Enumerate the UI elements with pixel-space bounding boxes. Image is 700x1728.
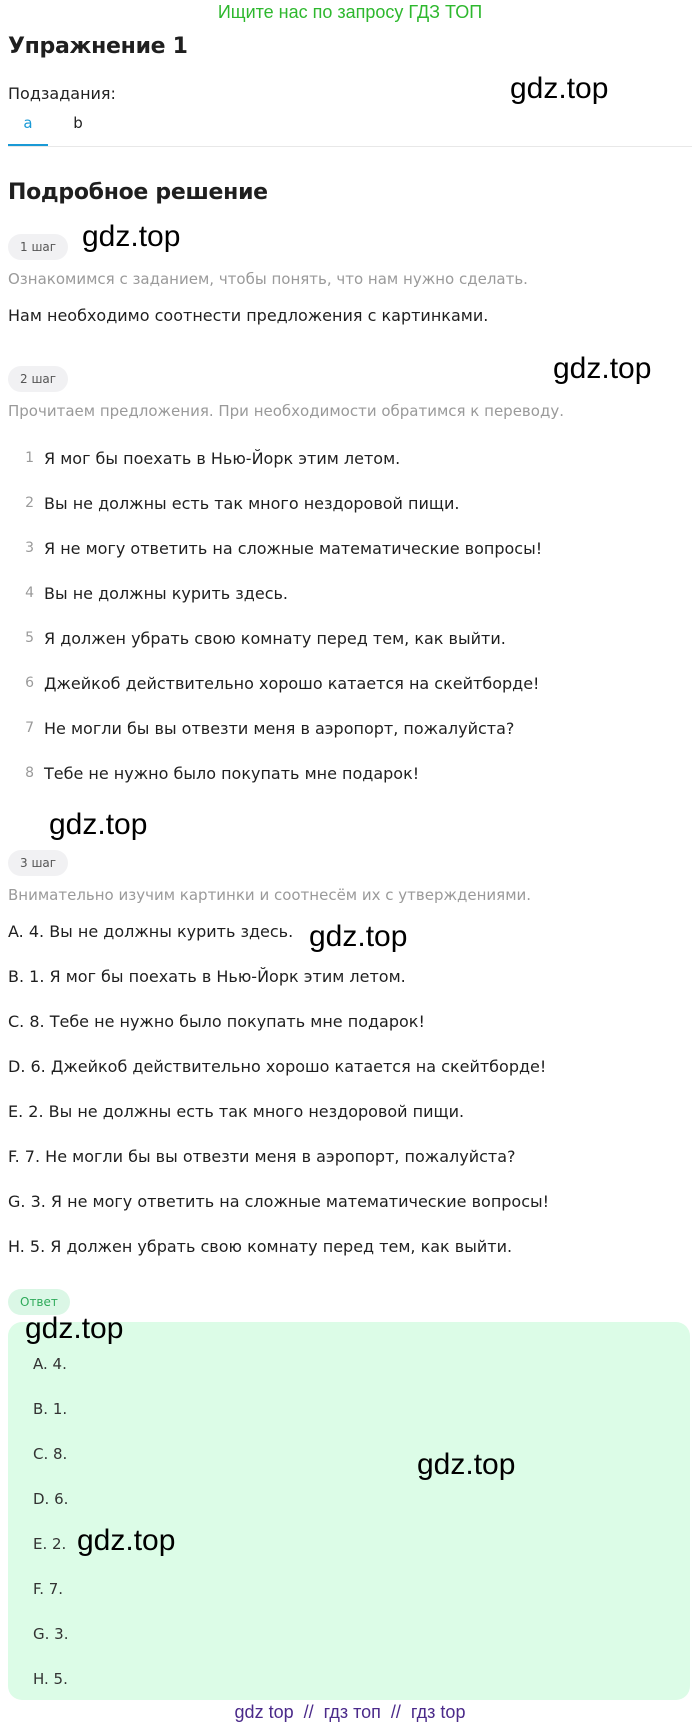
answer-line: F. 7. <box>33 1580 64 1598</box>
answer-line: B. 1. <box>33 1400 68 1418</box>
match-line: A. 4. Вы не должны курить здесь. <box>8 922 294 941</box>
list-item-number: 6 <box>25 675 34 691</box>
list-item: Джейкоб действительно хорошо катается на скейтборде! <box>44 674 540 693</box>
list-item: Я должен убрать свою комнату перед тем, как выйти. <box>44 629 506 648</box>
match-line: E. 2. Вы не должны есть так много нездоровой пищи. <box>8 1102 465 1121</box>
step-1-hint: Ознакомимся с заданием, чтобы понять, что нам нужно сделать. <box>8 270 528 288</box>
watermark: gdz.top <box>49 808 148 841</box>
watermark: gdz.top <box>309 920 408 953</box>
page-title: Упражнение 1 <box>8 34 188 59</box>
watermark: gdz.top <box>510 72 609 105</box>
list-item: Вы не должны курить здесь. <box>44 584 289 603</box>
footer-links: gdz top // гдз топ // гдз top <box>234 1702 466 1722</box>
promo-banner: Ищите нас по запросу ГДЗ ТОП <box>217 2 483 22</box>
list-item: Я мог бы поехать в Нью-Йорк этим летом. <box>44 449 401 468</box>
watermark: gdz.top <box>77 1524 176 1557</box>
list-item: Я не могу ответить на сложные математические вопросы! <box>44 539 543 558</box>
answer-line: D. 6. <box>33 1490 69 1508</box>
answer-line: C. 8. <box>33 1445 68 1463</box>
list-item-number: 4 <box>25 585 34 601</box>
list-item: Тебе не нужно было покупать мне подарок! <box>44 764 420 783</box>
solution-heading: Подробное решение <box>8 180 268 205</box>
match-line: B. 1. Я мог бы поехать в Нью-Йорк этим летом. <box>8 967 406 986</box>
match-line: C. 8. Тебе не нужно было покупать мне подарок! <box>8 1012 425 1031</box>
step-3-badge: 3 шаг <box>8 850 68 876</box>
subtasks-label: Подзадания: <box>8 84 116 103</box>
step-3-hint: Внимательно изучим картинки и соотнесём их с утверждениями. <box>8 886 532 904</box>
tab-a[interactable]: a <box>8 114 48 146</box>
list-item-number: 2 <box>25 495 34 511</box>
answer-line: A. 4. <box>33 1355 67 1373</box>
match-line: G. 3. Я не могу ответить на сложные математические вопросы! <box>8 1192 550 1211</box>
list-item-number: 1 <box>25 450 34 466</box>
answer-line: E. 2. <box>33 1535 67 1553</box>
watermark: gdz.top <box>25 1312 124 1345</box>
list-item-number: 3 <box>25 540 34 556</box>
step-1-text: Нам необходимо соотнести предложения с картинками. <box>8 306 489 325</box>
match-line: F. 7. Не могли бы вы отвезти меня в аэропорт, пожалуйста? <box>8 1147 516 1166</box>
step-1-badge: 1 шаг <box>8 234 68 260</box>
answer-line: H. 5. <box>33 1670 68 1688</box>
step-2-hint: Прочитаем предложения. При необходимости обратимся к переводу. <box>8 402 564 420</box>
step-2-badge: 2 шаг <box>8 366 68 392</box>
watermark: gdz.top <box>417 1448 516 1481</box>
tab-b[interactable]: b <box>73 114 83 132</box>
list-item-number: 8 <box>25 765 34 781</box>
match-line: D. 6. Джейкоб действительно хорошо катается на скейтборде! <box>8 1057 547 1076</box>
watermark: gdz.top <box>553 352 652 385</box>
list-item-number: 5 <box>25 630 34 646</box>
list-item: Вы не должны есть так много нездоровой пищи. <box>44 494 460 513</box>
answer-badge: Ответ <box>8 1289 70 1315</box>
match-line: H. 5. Я должен убрать свою комнату перед тем, как выйти. <box>8 1237 513 1256</box>
watermark: gdz.top <box>82 220 181 253</box>
answer-box <box>8 1322 690 1700</box>
answer-line: G. 3. <box>33 1625 69 1643</box>
subtask-tabs <box>8 112 692 147</box>
list-item: Не могли бы вы отвезти меня в аэропорт, пожалуйста? <box>44 719 515 738</box>
list-item-number: 7 <box>25 720 34 736</box>
